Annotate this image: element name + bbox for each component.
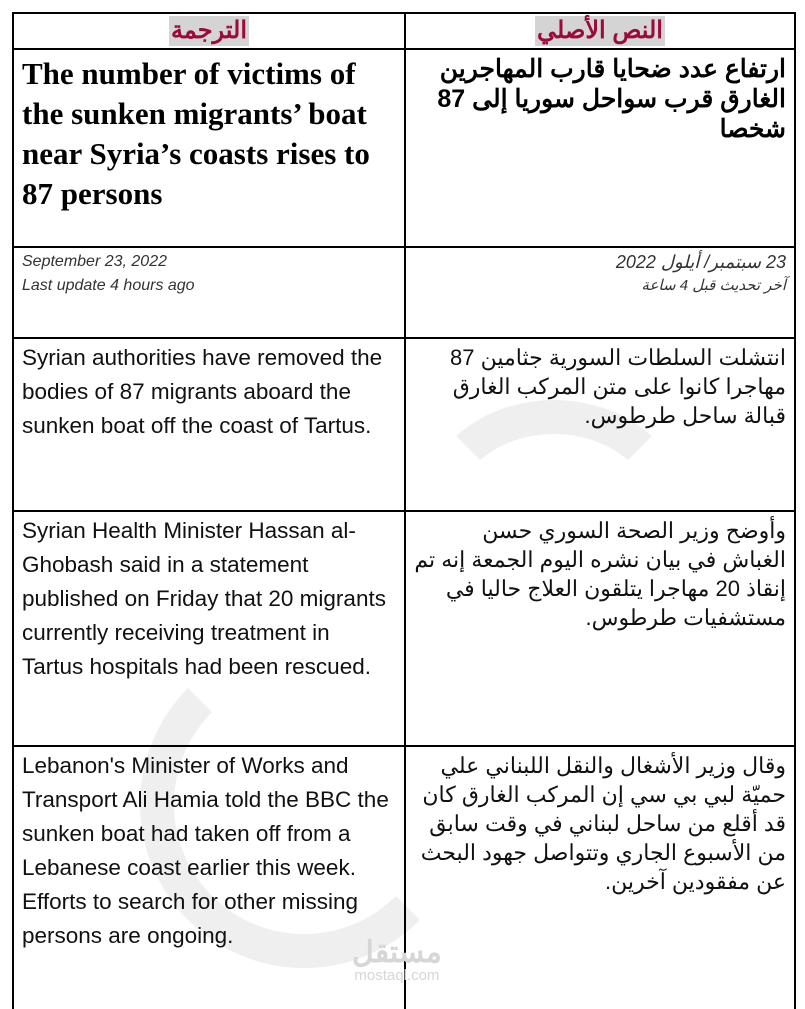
english-date: September 23, 2022 bbox=[22, 253, 167, 270]
header-translation-label: الترجمة bbox=[170, 17, 248, 44]
watermark-logo-arabic: مستقل bbox=[352, 936, 442, 969]
translation-table bbox=[12, 12, 796, 1009]
english-paragraph: Syrian Health Minister Hassan al-Ghobash said in a statement published on Friday that 20 migrants currently receiving treatment in Tartus hospitals had been rescued. bbox=[22, 518, 386, 679]
header-original bbox=[405, 13, 795, 49]
english-paragraph: Lebanon's Minister of Works and Transport Ali Hamia told the BBC the sunken boat had taken off from a Lebanese coast earlier this week. Efforts to search for other missing persons are ongoing. bbox=[22, 753, 389, 948]
arabic-paragraph: وقال وزير الأشغال والنقل اللبناني علي حميّة لبي بي سي إن المركب الغارق كان قد أقلع من ساحل لبناني في وقت سابق من الأسبوع الجاري وتتواصل جهود البحث عن مفقودين آخرين. bbox=[420, 753, 786, 894]
arabic-paragraph: وأوضح وزير الصحة السوري حسن الغباش في بيان نشره اليوم الجمعة إنه تم إنقاذ 20 مهاجرا يتلقون العلاج حاليا في مستشفيات طرطوس. bbox=[414, 518, 786, 630]
arabic-title: ارتفاع عدد ضحايا قارب المهاجرين الغارق قرب سواحل سوريا إلى 87 شخصا bbox=[437, 55, 786, 143]
header-original-label: النص الأصلي bbox=[537, 17, 663, 44]
english-title: The number of victims of the sunken migrants’ boat near Syria’s coasts rises to 87 persons bbox=[22, 56, 370, 211]
english-paragraph: Syrian authorities have removed the bodies of 87 migrants aboard the sunken boat off the coast of Tartus. bbox=[22, 345, 383, 438]
mostaql-watermark-logo bbox=[352, 938, 442, 984]
arabic-last-update: آخر تحديث قبل 4 ساعة bbox=[641, 277, 786, 294]
watermark-logo-url: mostaql.com bbox=[354, 967, 440, 984]
english-last-update: Last update 4 hours ago bbox=[22, 277, 195, 294]
header-translation bbox=[13, 13, 405, 49]
arabic-date: 23 سبتمبر/ أيلول 2022 bbox=[615, 252, 786, 272]
arabic-paragraph: انتشلت السلطات السورية جثامين 87 مهاجرا كانوا على متن المركب الغارق قبالة ساحل طرطوس. bbox=[450, 345, 786, 428]
